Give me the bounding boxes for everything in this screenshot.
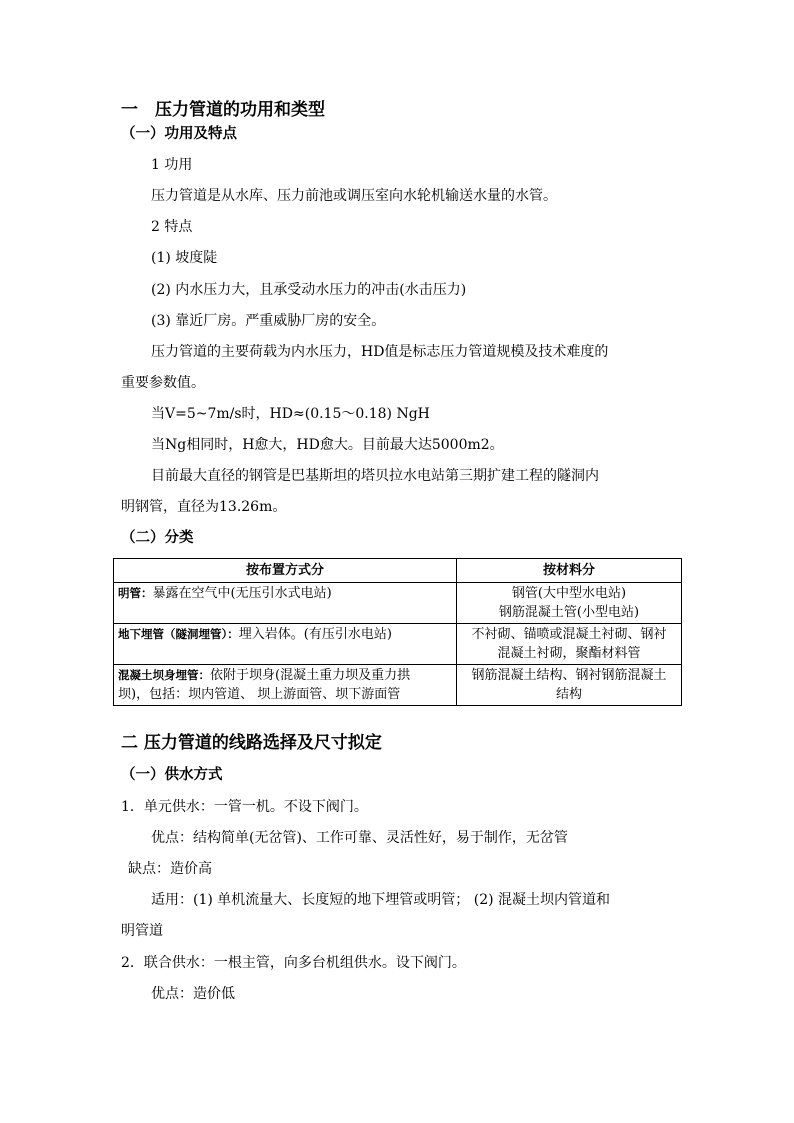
subsection-title-classification: （二）分类 [121,530,194,546]
table-cell [457,665,682,706]
item-label-function: 1 功用 [151,157,193,173]
type-tag: 地下埋管（隧洞埋管）： [118,627,239,641]
cell-text: 埋入岩体。(有压引水电站) [238,627,392,642]
cell-text: 钢筋混凝土结构、钢衬钢筋混凝土 [471,668,667,683]
cell-text: 依附于坝身(混凝土重力坝及重力拱 [210,668,411,683]
table-cell [114,624,457,665]
paragraph-load: 压力管道的主要荷载为内水压力，HD值是标志压力管道规模及技术难度的 [151,344,609,360]
supply-advantages: 优点：造价低 [151,986,235,1002]
table-row [114,583,682,624]
feature-item: (2) 内水压力大，且承受动水压力的冲击(水击压力) [151,282,467,298]
paragraph-load-cont: 重要参数值。 [121,375,205,391]
section-title-1: 一 压力管道的功用和类型 [121,100,325,120]
type-tag: 明管： [118,586,153,600]
cell-text: 不衬砌、锚喷或混凝土衬砌、钢衬 [471,627,667,642]
cell-text: 坝)，包括：坝内管道、 坝上游面管、坝下游面管 [118,687,401,702]
feature-item: (1) 坡度陡 [151,250,218,266]
type-tag: 混凝土坝身埋管： [118,668,210,682]
item-text-function: 压力管道是从水库、压力前池或调压室向水轮机输送水量的水管。 [151,188,557,204]
supply-mode-title: 2．联合供水：一根主管，向多台机组供水。设下阀门。 [121,955,466,971]
cell-text: 混凝土衬砌，聚酯材料管 [497,646,641,661]
item-label-features: 2 特点 [151,219,193,235]
cell-text: 结构 [555,687,582,702]
supply-applicability-cont: 明管道 [121,923,163,939]
subsection-title-supply: （一）供水方式 [121,767,223,783]
subsection-title-function: （一）功用及特点 [121,126,237,142]
classification-table [113,558,682,706]
table-header-row [114,559,682,583]
table-header: 按布置方式分 [114,559,457,583]
supply-disadvantages: 缺点：造价高 [128,861,212,877]
table-cell [457,624,682,665]
paragraph-largest: 目前最大直径的钢管是巴基斯坦的塔贝拉水电站第三期扩建工程的隧洞内 [151,468,599,484]
feature-item: (3) 靠近厂房。严重威胁厂房的安全。 [151,313,386,329]
table-cell [114,665,457,706]
table-row [114,665,682,706]
supply-applicability: 适用：(1) 单机流量大、长度短的地下埋管或明管； (2) 混凝土坝内管道和 [151,892,611,908]
paragraph-hd: 当Ng相同时，H愈大，HD愈大。目前最大达5000m2。 [151,437,504,453]
table-cell [457,583,682,624]
table-header: 按材料分 [457,559,682,583]
paragraph-formula: 当V=5~7m/s时，HD≈(0.15～0.18) NgH [151,406,430,422]
supply-advantages: 优点：结构简单(无岔管)、工作可靠、灵活性好，易于制作，无岔管 [151,830,568,846]
cell-text: 钢管(大中型水电站) [511,586,627,601]
table-row [114,624,682,665]
section-title-2: 二 压力管道的线路选择及尺寸拟定 [121,733,382,753]
paragraph-largest-cont: 明钢管，直径为13.26m。 [121,499,287,515]
cell-text: 钢筋混凝土管(小型电站) [498,605,640,620]
table-cell [114,583,457,624]
cell-text: 暴露在空气中(无压引水式电站) [152,586,332,601]
supply-mode-title: 1．单元供水：一管一机。不设下阀门。 [121,799,368,815]
